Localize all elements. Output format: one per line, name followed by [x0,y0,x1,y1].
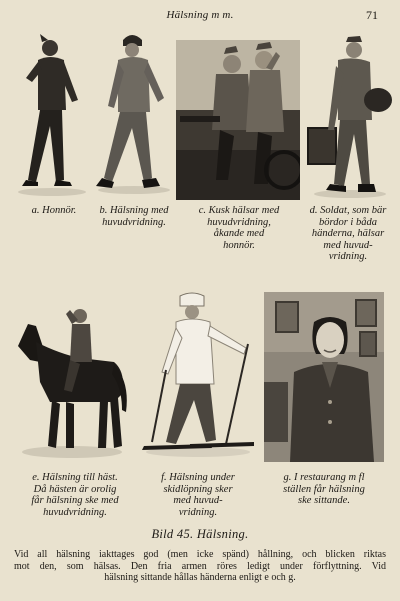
body-line: hälsning sittande hållas händerna enligt e och g. [104,572,296,584]
caption-b: b. Hälsning med huvudvridning. [99,205,169,228]
photo-c-coachman [176,40,300,200]
caption-g: g. I restaurang m fl ställen får hälsning ske sittande. [283,472,365,506]
running-title: Hälsning m m. [166,9,234,21]
photo-g-restaurant [264,292,384,462]
caption-c: c. Kusk hälsar med huvudvridning, åkande med honnör. [198,205,280,251]
caption-d: d. Soldat, som bär bördor i båda händerna, hälsar med huvud- vridning. [309,205,387,262]
figure-title: Bild 45. Hälsning. [151,527,249,541]
photo-a-salute [12,30,92,198]
caption-a: a. Honnör. [31,205,77,216]
body-paragraph [14,549,386,584]
photo-e-horseback [10,302,130,462]
caption-e: e. Hälsning till häst. Då hästen är orolig får hälsning ske med huvudvridning. [31,472,119,518]
photo-d-carrying-soldier [300,34,396,200]
body-line: mot den, som hälsas. Den fria armen röres ledigt under förflyttning. Vid [14,560,386,572]
page-number: 71 [366,8,378,22]
photo-b-head-turn [90,28,176,198]
photo-f-skiing [140,292,256,464]
body-line: Vid all hälsning iakttages god (men icke spänd) hållning, och blicken riktas [14,549,386,560]
caption-f: f. Hälsning under skidlöpning sker med huvud- vridning. [161,472,235,518]
